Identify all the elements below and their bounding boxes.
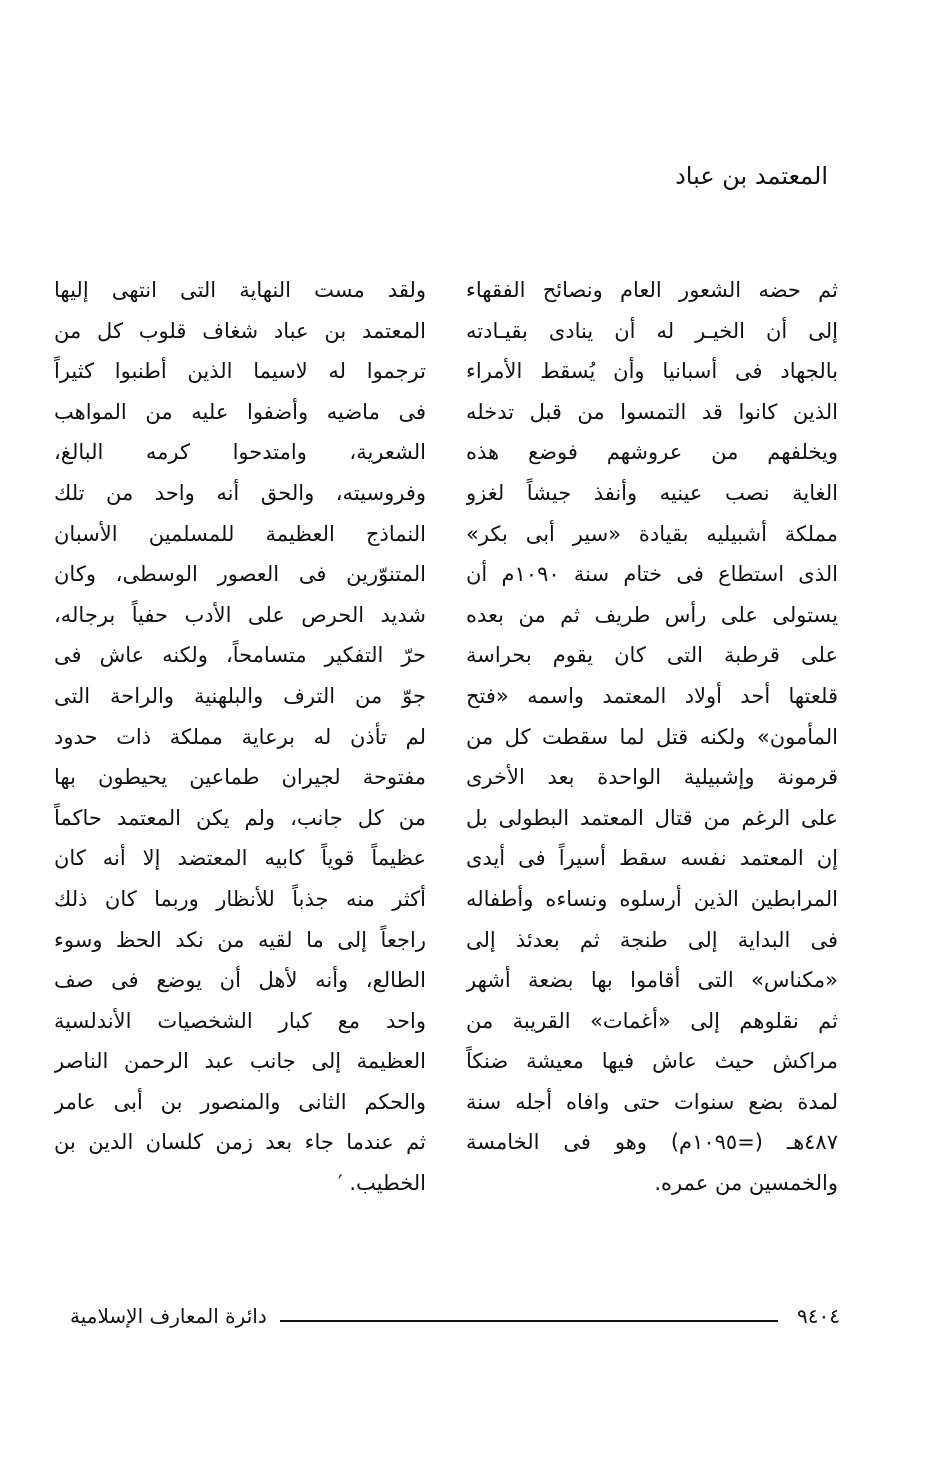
text-line: قلعتها أحد أولاد المعتمد واسمه «فتح [466,683,838,708]
text-column-right [466,270,838,1204]
text-line: إن المعتمد نفسه سقط أسيراً فى أيدى [466,846,838,871]
text-line: الذين كانوا قد التمسوا من قبل تدخله [466,399,838,424]
text-line: جوّ من الترف والبلهنية والراحة التى [54,683,426,708]
text-line: لمدة بضع سنوات حتى وافاه أجله سنة [466,1089,838,1114]
text-line: قرمونة وإشبيلية الواحدة بعد الأخرى [466,765,838,790]
text-line: ثم حضه الشعور العام ونصائح الفقهاء [466,278,838,302]
text-line: ولقد مست النهاية التى انتهى إليها [54,278,426,302]
paragraph-right [466,270,838,1204]
page-number: ٩٤٠٤ [797,1304,840,1328]
text-line: المعتمد بن عباد شغاف قلوب كل من [54,318,426,343]
footer-publication-title: دائرة المعارف الإسلامية [70,1304,267,1328]
text-line: مملكة أشبيليه بقيادة «سير أبى بكر» [466,521,838,546]
text-line: ترجموا له لاسيما الذين أطنبوا كثيراً [54,359,426,384]
text-line: ثم نقلوهم إلى «أغمات» القريبة من [466,1008,838,1033]
text-line: مفتوحة لجيران طماعين يحيطون بها [54,765,426,790]
paragraph-left [54,270,426,1204]
text-line: ويخلفهم من عروشهم فوضع هذه [466,440,838,465]
footer-divider [280,1320,778,1322]
text-line: الشعرية، وامتدحوا كرمه البالغ، [54,440,426,465]
text-column-left [54,270,426,1204]
text-line: لم تأذن له برعاية مملكة ذات حدود [54,724,426,749]
text-line: عظيماً قوياً كابيه المعتضد إلا أنه كان [54,846,426,871]
text-line: بالجهاد فى أسبانيا وأن يُسقط الأمراء [466,359,838,384]
text-line: مراكش حيث عاش فيها معيشة ضنكاً [466,1049,838,1074]
text-line: الذى استطاع فى ختام سنة ١٠٩٠م أن [466,562,838,587]
text-line: واحد مع كبار الشخصيات الأندلسية [54,1008,426,1033]
text-line: أكثر منه جذباً للأنظار وربما كان ذلك [54,886,426,911]
text-line: حرّ التفكير متسامحاً، ولكنه عاش فى [54,643,426,668]
text-line: المتنوّرين فى العصور الوسطى، وكان [54,562,426,587]
text-line: ٤٨٧هـ (=١٠٩٥م) وهو فى الخامسة [466,1130,838,1155]
page-footer [70,1300,840,1340]
text-line: على قرطبة التى كان يقوم بحراسة [466,643,838,668]
text-line: فى البداية إلى طنجة ثم بعدئذ إلى [466,927,838,952]
text-line: شديد الحرص على الأدب حفياً برجاله، [54,602,426,627]
text-line: الخطيب. ′ [337,1171,426,1196]
text-line: فى ماضيه وأضفوا عليه من المواهب [54,399,426,424]
text-line: يستولى على رأس طريف ثم من بعده [466,602,838,627]
running-header-title: المعتمد بن عباد [675,162,828,190]
text-line: الطالع، وأنه لأهل أن يوضع فى صف [54,968,426,993]
text-line: على الرغم من قتال المعتمد البطولى بل [466,805,838,830]
text-line: وفروسيته، والحق أنه واحد من تلك [54,480,426,505]
text-line: النماذج العظيمة للمسلمين الأسبان [54,521,426,546]
text-line: المرابطين الذين أرسلوه ونساءه وأطفاله [466,886,838,911]
text-line: الغاية نصب عينيه وأنفذ جيشاً لغزو [466,480,838,505]
text-line: «مكناس» التى أقاموا بها بضعة أشهر [466,968,838,993]
text-line: إلى أن الخيـر له أن ينادى بقيـادته [466,318,838,343]
text-line: ثم عندما جاء بعد زمن كلسان الدين بن [54,1130,426,1155]
text-line: والخمسين من عمره. [654,1171,838,1196]
text-line: العظيمة إلى جانب عبد الرحمن الناصر [54,1049,426,1074]
text-line: المأمون» ولكنه قتل لما سقطت كل من [466,724,838,749]
text-line: راجعاً إلى ما لقيه من نكد الحظ وسوء [54,927,426,952]
text-line: من كل جانب، ولم يكن المعتمد حاكماً [54,805,426,830]
text-line: والحكم الثانى والمنصور بن أبى عامر [54,1089,426,1114]
